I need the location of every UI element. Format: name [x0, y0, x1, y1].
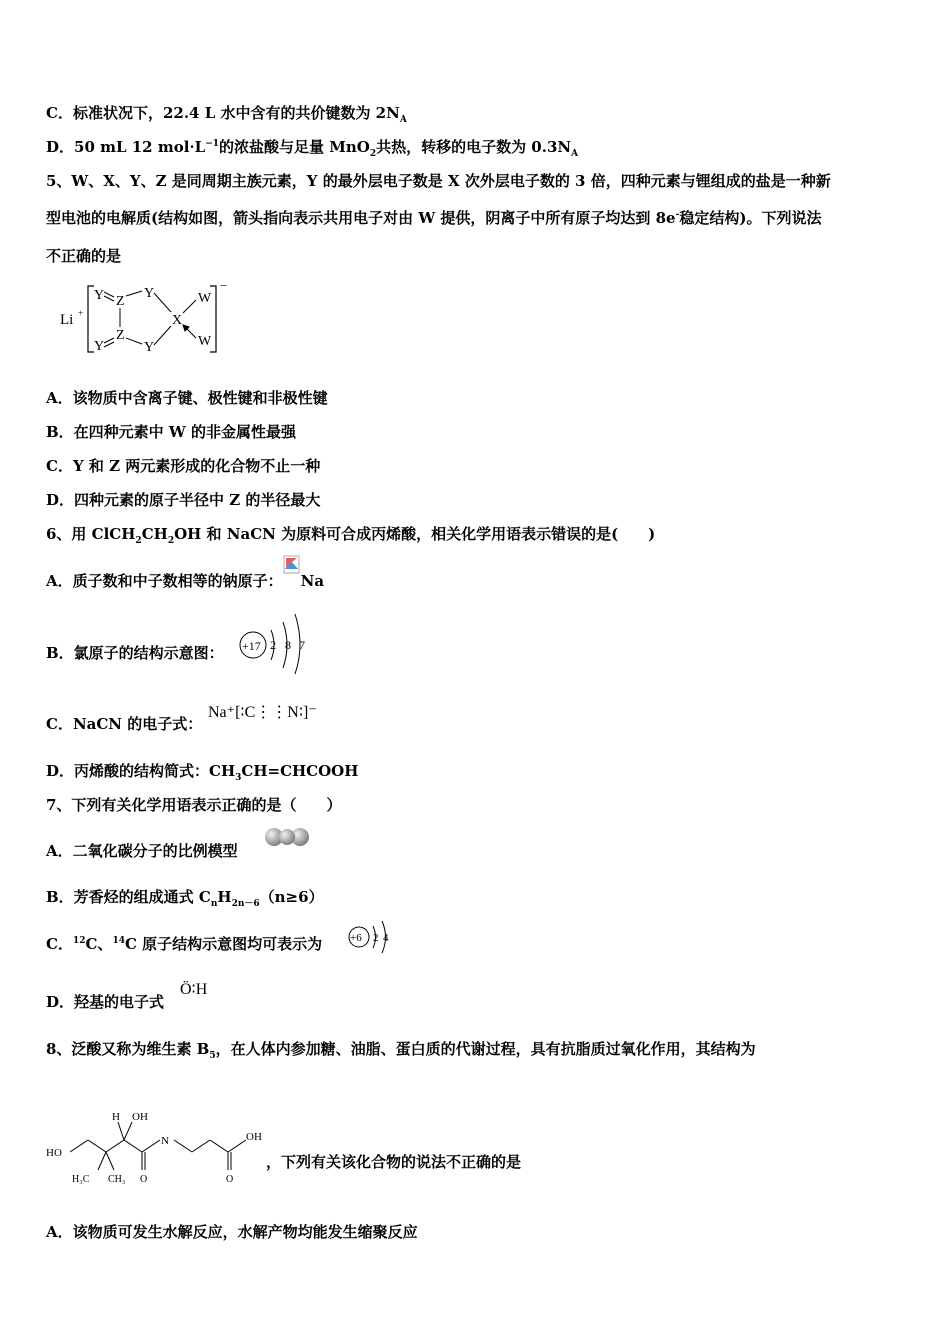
q7-stem: 7、下列有关化学用语表示正确的是（ ）: [46, 796, 342, 814]
anion-charge: −: [220, 280, 228, 293]
option-text: C．: [46, 935, 73, 953]
stem-text: 8、泛酸又称为维生素 B: [46, 1040, 210, 1058]
stem-text: 型电池的电解质(结构如图，箭头指向表示共用电子对由 W 提供，阴离子中所有原子均达到 8e: [46, 209, 676, 227]
q5-stem-line2: [46, 208, 821, 228]
shell-2: 4: [383, 932, 389, 944]
q5-option-d: D．四种元素的原子半径中 Z 的半径最大: [46, 491, 321, 509]
q6-option-b: B．氯原子的结构示意图：: [46, 644, 224, 662]
q7-option-a: A．二氧化碳分子的比例模型: [46, 842, 238, 860]
option-c-prev: [46, 103, 407, 123]
atom-z: Z: [116, 328, 125, 343]
ch3-b: CH₃: [108, 1174, 126, 1185]
ho-left: HO: [46, 1147, 62, 1159]
cl-nucleus: +17: [242, 639, 261, 653]
superscript: −1: [205, 139, 219, 149]
q6-option-c: C．NaCN 的电子式：: [46, 715, 203, 733]
subscript: 3: [235, 773, 242, 783]
subscript: 5: [209, 1051, 216, 1061]
subscript: 2n－6: [231, 899, 260, 909]
subscript: n: [210, 899, 218, 909]
n-label: N: [161, 1135, 169, 1147]
option-d-prev: [46, 137, 578, 157]
nacn-formula-text: Na⁺[∶C⋮⋮N∶]⁻: [208, 704, 317, 721]
atom-z: Z: [116, 294, 125, 309]
shell-1: 2: [373, 932, 379, 944]
superscript: 14: [112, 936, 125, 946]
subscript: A: [399, 115, 407, 125]
hydroxyl-electron-formula: [178, 975, 218, 1001]
oh-right: OH: [246, 1131, 262, 1143]
ch3-a: H₃C: [72, 1174, 90, 1185]
q8-option-a: A．该物质可发生水解反应，水解产物均能发生缩聚反应: [46, 1223, 418, 1241]
q7-option-b: [46, 887, 324, 907]
hydroxyl-text: Ö∶H: [180, 981, 208, 998]
option-text: H: [217, 888, 232, 906]
q8-stem: [46, 1039, 756, 1059]
sodium-symbol: Na: [300, 572, 325, 590]
option-text: D．丙烯酸的结构简式：CH: [46, 762, 236, 780]
q5-stem-line3: 不正确的是: [46, 247, 122, 265]
stem-text: ，在人体内参加糖、油脂、蛋白质的代谢过程，具有抗脂质过氧化作用，其结构为: [215, 1040, 756, 1058]
h-label: H: [112, 1111, 120, 1123]
atom-w: W: [198, 291, 212, 306]
option-text: （n≥6）: [259, 888, 324, 906]
shell-1: 2: [270, 638, 276, 652]
nacn-electron-formula: [206, 700, 356, 724]
option-text: 的浓盐酸与足量 MnO: [219, 138, 370, 156]
superscript: 12: [72, 936, 86, 946]
option-text: D．50 mL 12 mol·L: [46, 138, 206, 156]
stem-text: CH: [141, 525, 168, 543]
atom-y: Y: [94, 339, 105, 354]
option-text: A．质子数和中子数相等的钠原子：: [46, 572, 283, 590]
option-text: C 原子结构示意图均可表示为: [124, 935, 323, 953]
li-label: Li: [60, 312, 74, 328]
li-charge: +: [78, 308, 84, 318]
q8-stem-continued: ，下列有关该化合物的说法不正确的是: [266, 1153, 522, 1171]
carbon-diagram: [347, 920, 393, 954]
option-text: 共热，转移的电子数为 0.3N: [376, 138, 572, 156]
option-text: C．标准状况下，22.4 L 水中含有的共价键数为 2N: [46, 104, 400, 122]
stem-text: 6、用 ClCH: [46, 525, 136, 543]
q5-structure-figure: [58, 280, 248, 358]
q6-option-d: [46, 761, 358, 781]
option-text: C、: [85, 935, 113, 953]
co2-ball-model: [264, 825, 310, 849]
q7-option-c: [46, 934, 322, 954]
o-label: O: [140, 1174, 148, 1185]
q6-stem: [46, 524, 655, 544]
atom-x: X: [172, 313, 183, 328]
atom-y: Y: [94, 288, 105, 303]
chlorine-diagram: [237, 612, 313, 676]
oh-top: OH: [132, 1111, 148, 1123]
q5-stem-line1: 5、W、X、Y、Z 是同周期主族元素，Y 的最外层电子数是 X 次外层电子数的 3 倍，四种元素与锂组成的盐是一种新: [46, 172, 831, 190]
atom-y: Y: [144, 340, 155, 355]
option-text: CH=CHCOOH: [241, 762, 359, 780]
subscript: 2: [135, 536, 142, 546]
atom-y: Y: [144, 286, 155, 301]
o-label: O: [226, 1174, 234, 1185]
pantothenic-acid-structure: [46, 1104, 272, 1186]
stem-text: 稳定结构)。下列说法: [679, 209, 822, 227]
subscript: 2: [369, 149, 377, 159]
q5-option-b: B．在四种元素中 W 的非金属性最强: [46, 423, 296, 441]
shell-2: 8: [285, 638, 291, 652]
superscript: -: [675, 210, 680, 220]
q5-option-c: C．Y 和 Z 两元素形成的化合物不止一种: [46, 457, 321, 475]
subscript: 2: [167, 536, 175, 546]
q6-option-a: [46, 571, 324, 591]
atom-w: W: [198, 334, 212, 349]
c-nucleus: +6: [350, 932, 362, 944]
option-text: B．芳香烃的组成通式 C: [46, 888, 211, 906]
shell-3: 7: [299, 638, 305, 652]
broken-image-icon: [283, 571, 301, 591]
q5-option-a: A．该物质中含离子键、极性键和非极性键: [46, 389, 328, 407]
stem-text: OH 和 NaCN 为原料可合成丙烯酸，相关化学用语表示错误的是( ): [174, 525, 656, 543]
q7-option-d: D．羟基的电子式: [46, 993, 165, 1011]
subscript: A: [571, 149, 579, 159]
